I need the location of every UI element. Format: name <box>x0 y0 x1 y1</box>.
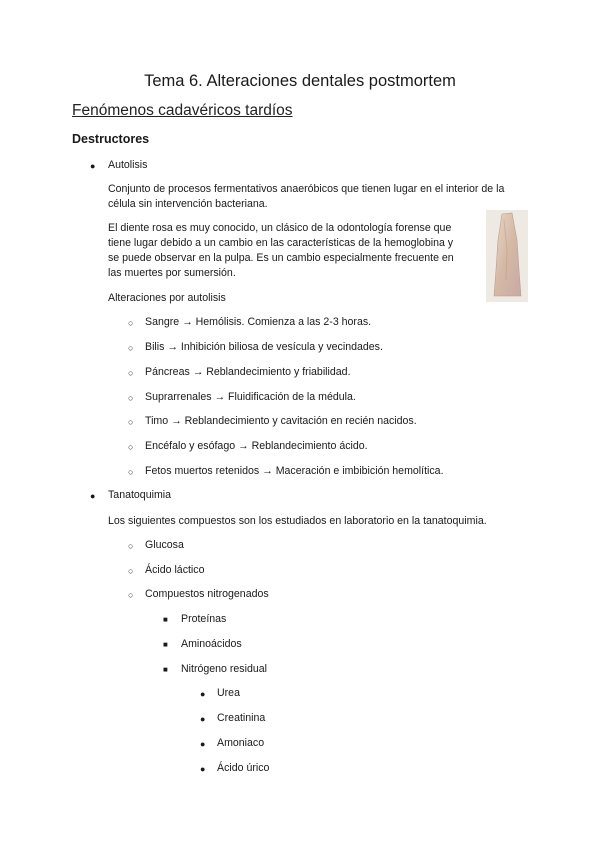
square-bullet: ■ <box>163 665 168 674</box>
alteracion-item: Fetos muertos retenidos → Maceración e imbibición hemolítica. <box>145 465 444 477</box>
page-title: Tema 6. Alteraciones dentales postmortem <box>144 72 456 90</box>
alteracion-item: Páncreas → Reblandecimiento y friabilidad. <box>145 366 351 378</box>
bullet-dot: ● <box>200 689 206 699</box>
alteraciones-label: Alteraciones por autolisis <box>108 292 226 304</box>
circle-bullet: ○ <box>128 590 134 600</box>
residual-item: Amoniaco <box>217 737 265 749</box>
alteracion-item: Sangre → Hemólisis. Comienza a las 2-3 horas. <box>145 316 372 328</box>
circle-bullet: ○ <box>128 467 134 477</box>
autolisis-para2-line1: El diente rosa es muy conocido, un clásico de la odontología forense que <box>108 222 452 234</box>
nitrogenado-item: Proteínas <box>181 613 227 625</box>
nitrogenado-item: Nitrógeno residual <box>181 663 267 675</box>
square-bullet: ■ <box>163 640 168 649</box>
circle-bullet: ○ <box>128 442 134 452</box>
circle-bullet: ○ <box>128 368 134 378</box>
square-bullet: ■ <box>163 615 168 624</box>
compuesto-item: Glucosa <box>145 539 184 551</box>
tanatoquimia-label: Tanatoquimia <box>108 489 172 501</box>
residual-item: Urea <box>217 687 240 699</box>
compuesto-item: Ácido láctico <box>145 564 205 576</box>
alteracion-item: Suprarrenales → Fluidificación de la médula. <box>145 391 356 403</box>
circle-bullet: ○ <box>128 343 134 353</box>
pink-tooth-image <box>486 210 528 302</box>
alteracion-item: Timo → Reblandecimiento y cavitación en recién nacidos. <box>145 415 417 427</box>
autolisis-para1-line1: Conjunto de procesos fermentativos anaeróbicos que tienen lugar en el interior de la <box>108 183 505 195</box>
autolisis-para2-line2: tiene lugar debido a un cambio en las características de la hemoglobina y <box>108 237 454 249</box>
tanatoquimia-intro: Los siguientes compuestos son los estudiados en laboratorio en la tanatoquimia. <box>108 515 487 527</box>
nitrogenado-item: Aminoácidos <box>181 638 242 650</box>
subsection-heading: Destructores <box>72 132 150 146</box>
autolisis-label: Autolisis <box>108 159 148 171</box>
section-heading: Fenómenos cadavéricos tardíos <box>72 102 293 119</box>
bullet-dot: ● <box>200 714 206 724</box>
bullet-dot: ● <box>200 739 206 749</box>
bullet-dot: ● <box>200 764 206 774</box>
circle-bullet: ○ <box>128 318 134 328</box>
circle-bullet: ○ <box>128 541 134 551</box>
alteracion-item: Encéfalo y esófago → Reblandecimiento ácido. <box>145 440 368 452</box>
residual-item: Ácido úrico <box>217 762 270 774</box>
circle-bullet: ○ <box>128 566 134 576</box>
alteracion-item: Bilis → Inhibición biliosa de vesícula y vecindades. <box>145 341 383 353</box>
autolisis-para2-line3: se puede observar en la pulpa. Es un cambio especialmente frecuente en <box>108 252 454 264</box>
residual-item: Creatinina <box>217 712 266 724</box>
circle-bullet: ○ <box>128 393 134 403</box>
bullet-dot: ● <box>90 161 96 171</box>
autolisis-para1-line2: célula sin intervención bacteriana. <box>108 198 268 210</box>
bullet-dot: ● <box>90 491 96 501</box>
autolisis-para2-line4: las muertes por sumersión. <box>108 267 236 279</box>
circle-bullet: ○ <box>128 417 134 427</box>
compuesto-item: Compuestos nitrogenados <box>145 588 269 600</box>
